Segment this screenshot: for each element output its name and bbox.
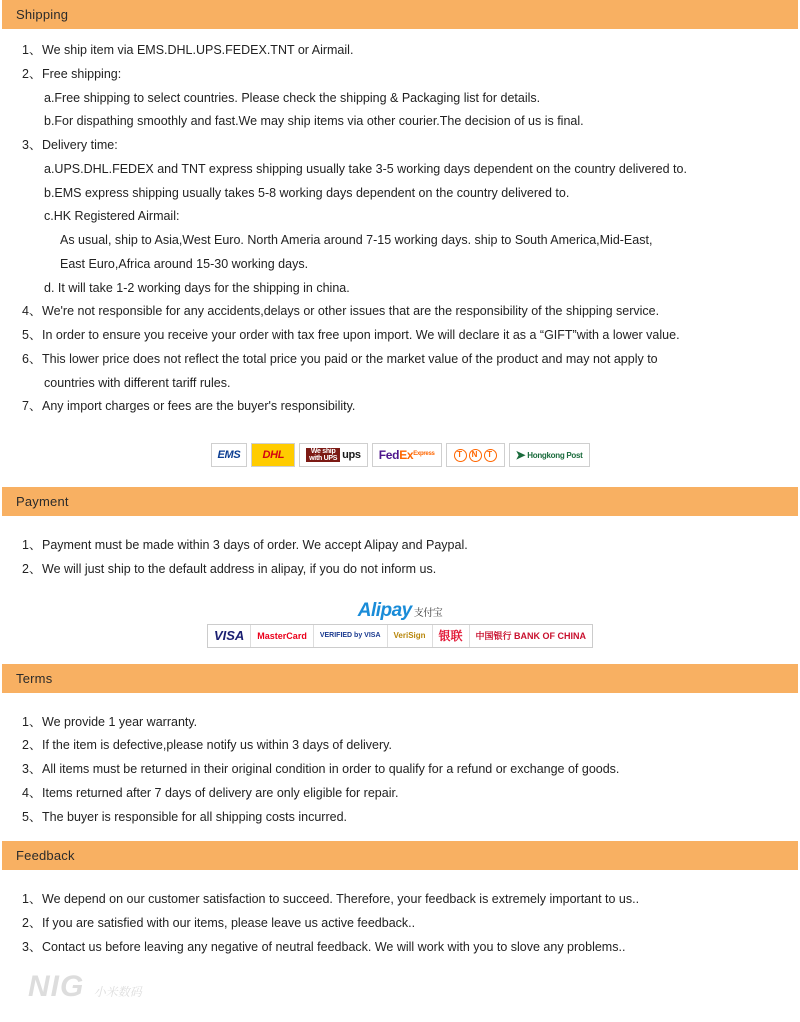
mastercard-logo: MasterCard	[251, 625, 314, 647]
list-item	[44, 87, 800, 111]
visa-logo: VISA	[208, 625, 251, 647]
list-text: Items returned after 7 days of delivery are only eligible for repair.	[42, 785, 399, 800]
list-text: We provide 1 year warranty.	[42, 714, 198, 729]
ems-logo: EMS	[211, 443, 248, 467]
list-item	[22, 324, 800, 348]
list-item	[22, 734, 800, 758]
watermark	[28, 970, 142, 1004]
list-text: If the item is defective,please notify us within 3 days of delivery.	[42, 738, 392, 753]
list-item	[22, 912, 800, 936]
alipay-brand: Alipay	[357, 599, 412, 621]
bird-icon: ➤	[515, 448, 526, 462]
list-item	[22, 348, 800, 372]
list-item	[44, 205, 800, 229]
list-text: We depend on our customer satisfaction to succeed. Therefore, your feedback is extremely important to us..	[42, 892, 640, 907]
list-item	[22, 936, 800, 960]
list-item	[60, 253, 800, 277]
list-text: b.For dispathing smoothly and fast.We may ship items via other courier.The decision of us is final.	[44, 114, 584, 129]
list-text: East Euro,Africa around 15-30 working days.	[60, 256, 309, 271]
list-number: 5、	[22, 809, 42, 824]
list-item	[22, 63, 800, 87]
list-text: d. It will take 1-2 working days for the shipping in china.	[44, 280, 350, 295]
list-number: 5、	[22, 328, 42, 342]
list-number: 6、	[22, 351, 42, 366]
section-title-feedback: Feedback	[2, 841, 798, 870]
ups-text: We ship with UPS	[306, 448, 340, 463]
list-number: 4、	[22, 785, 42, 800]
list-number: 4、	[22, 304, 42, 319]
list-text: Any import charges or fees are the buyer's responsibility.	[42, 399, 356, 414]
section-body-shipping	[0, 29, 800, 487]
list-number: 1、	[22, 714, 42, 729]
list-text: Free shipping:	[42, 66, 122, 81]
dhl-logo: DHL	[251, 443, 295, 467]
list-item	[22, 395, 800, 419]
list-number: 3、	[22, 939, 42, 954]
list-text: If you are satisfied with our items, please leave us active feedback..	[42, 916, 416, 930]
list-text: In order to ensure you receive your order with tax free upon import. We will declare it as a “GIFT”with a lower value.	[42, 328, 680, 342]
list-text: This lower price does not reflect the total price you paid or the market value of the product and may not apply to	[42, 351, 658, 366]
list-text: b.EMS express shipping usually takes 5-8 working days dependent on the country delivered to.	[44, 185, 570, 200]
watermark-text: NIG	[28, 970, 85, 1003]
section-title-shipping: Shipping	[2, 0, 798, 29]
list-item	[44, 182, 800, 206]
verified-by-visa-logo: VERIFIED by VISA	[314, 625, 388, 647]
list-number: 3、	[22, 762, 42, 776]
list-number: 1、	[22, 892, 42, 907]
list-item	[44, 158, 800, 182]
carrier-logo-row	[0, 443, 800, 467]
ups-shield-icon: ups	[342, 449, 361, 461]
list-text: countries with different tariff rules.	[44, 375, 231, 390]
list-number: 1、	[22, 43, 42, 57]
section-body-feedback	[0, 870, 800, 963]
list-text: a.Free shipping to select countries. Please check the shipping & Packaging list for details.	[44, 90, 541, 105]
list-number: 1、	[22, 538, 42, 552]
list-item	[44, 372, 800, 396]
list-text: As usual, ship to Asia,West Euro. North Ameria around 7-15 working days. ship to South America,Mid-East,	[60, 233, 653, 247]
list-number: 3、	[22, 138, 42, 152]
list-item	[22, 806, 800, 830]
list-item	[22, 134, 800, 158]
tnt-logo: T N T	[446, 443, 505, 467]
list-text: Payment must be made within 3 days of order. We accept Alipay and Paypal.	[42, 538, 468, 552]
section-payment	[0, 487, 800, 664]
list-item	[22, 758, 800, 782]
section-title-payment: Payment	[2, 487, 798, 516]
list-text: a.UPS.DHL.FEDEX and TNT express shipping usually take 3-5 working days dependent on the country delivered to.	[44, 161, 687, 176]
list-item	[22, 711, 800, 735]
verisign-logo: VeriSign	[388, 625, 433, 647]
list-item	[22, 558, 800, 582]
list-item	[22, 39, 800, 63]
list-item	[22, 782, 800, 806]
payment-method-row	[207, 624, 593, 648]
bank-of-china-logo: 中国银行 BANK OF CHINA	[475, 631, 587, 641]
hongkong-post-logo: ➤ Hongkong Post	[509, 443, 590, 467]
list-item	[22, 534, 800, 558]
section-shipping	[0, 0, 800, 487]
section-title-terms: Terms	[2, 664, 798, 693]
unionpay-logo: 银联	[433, 625, 470, 647]
payment-logo-block	[0, 600, 800, 648]
list-text: c.HK Registered Airmail:	[44, 209, 180, 224]
list-text: We will just ship to the default address in alipay, if you do not inform us.	[42, 561, 437, 576]
list-item	[22, 888, 800, 912]
section-body-terms	[0, 693, 800, 842]
alipay-brand-cn: 支付宝	[413, 607, 443, 619]
list-item	[22, 300, 800, 324]
list-item	[44, 277, 800, 301]
list-number: 2、	[22, 66, 42, 81]
section-terms	[0, 664, 800, 842]
list-text: We're not responsible for any accidents,delays or other issues that are the responsibility of the shipping service.	[42, 304, 660, 319]
list-number: 2、	[22, 561, 42, 576]
watermark-subtext: 小米数码	[93, 985, 142, 999]
list-item	[60, 229, 800, 253]
list-item	[44, 110, 800, 134]
list-text: The buyer is responsible for all shipping costs incurred.	[42, 809, 348, 824]
fedex-logo: Fed Ex Express	[372, 443, 442, 467]
list-number: 2、	[22, 916, 42, 930]
list-text: Delivery time:	[42, 138, 118, 152]
list-text: All items must be returned in their original condition in order to qualify for a refund or exchange of goods.	[42, 762, 620, 776]
list-text: We ship item via EMS.DHL.UPS.FEDEX.TNT or Airmail.	[42, 43, 354, 57]
list-number: 2、	[22, 738, 42, 753]
list-number: 7、	[22, 399, 42, 414]
section-body-payment	[0, 516, 800, 664]
list-text: Contact us before leaving any negative of neutral feedback. We will work with you to slove any problems..	[42, 939, 626, 954]
section-feedback	[0, 841, 800, 963]
alipay-logo	[358, 600, 443, 622]
ups-logo	[299, 443, 368, 467]
